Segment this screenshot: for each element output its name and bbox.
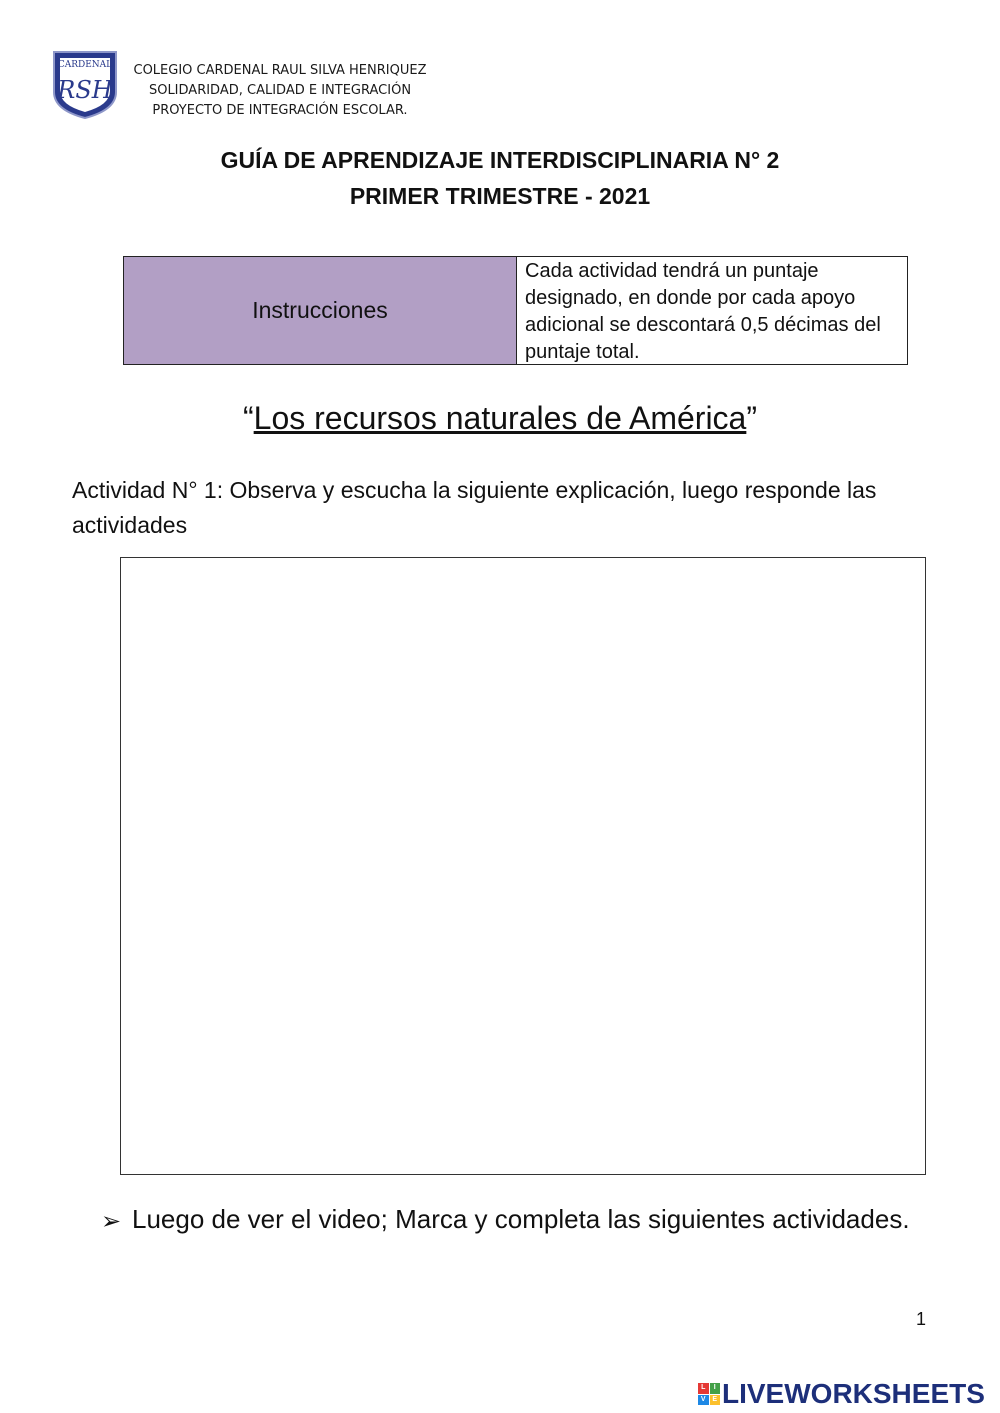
logo-arc-text: CARDENAL <box>57 60 113 70</box>
video-embed-frame[interactable] <box>120 557 926 1175</box>
school-name: COLEGIO CARDENAL RAUL SILVA HENRIQUEZ <box>133 63 427 78</box>
badge-letter: I <box>710 1383 721 1394</box>
school-project: PROYECTO DE INTEGRACIÓN ESCOLAR. <box>152 103 408 118</box>
guide-title-line1: GUÍA DE APRENDIZAJE INTERDISCIPLINARIA N° 2 <box>220 147 780 173</box>
topic-title-text: Los recursos naturales de América <box>253 400 747 436</box>
page-number: 1 <box>916 1309 927 1329</box>
guide-title <box>0 142 1000 214</box>
bullet-arrow-icon: ➢ <box>101 1208 122 1235</box>
liveworksheets-wordmark: LIVEWORKSHEETS <box>722 1378 985 1409</box>
badge-letter: L <box>698 1383 709 1394</box>
instructions-text: Cada actividad tendrá un puntaje designado, en donde por cada apoyo adicional se descontará 0,5 décimas del puntaje total. <box>525 260 881 363</box>
school-motto: SOLIDARIDAD, CALIDAD E INTEGRACIÓN <box>148 83 412 98</box>
bullet-instruction: Luego de ver el video; Marca y completa las siguientes actividades. <box>132 1204 910 1234</box>
badge-letter: V <box>698 1395 709 1406</box>
liveworksheets-watermark <box>698 1378 985 1410</box>
instructions-label: Instrucciones <box>124 257 517 364</box>
logo-monogram: RSH <box>57 76 113 104</box>
topic-title <box>0 398 1000 438</box>
badge-letter: E <box>710 1395 721 1406</box>
school-crest-logo <box>48 46 122 120</box>
activity-1-instructions: Actividad N° 1: Observa y escucha la siguiente explicación, luego responde las actividades <box>72 477 877 538</box>
school-header <box>122 61 438 121</box>
guide-title-line2: PRIMER TRIMESTRE - 2021 <box>349 183 651 209</box>
topic-close-quote: ” <box>746 400 757 436</box>
topic-open-quote: “ <box>243 400 254 436</box>
liveworksheets-badge-icon <box>698 1383 720 1405</box>
instructions-table <box>123 256 908 365</box>
